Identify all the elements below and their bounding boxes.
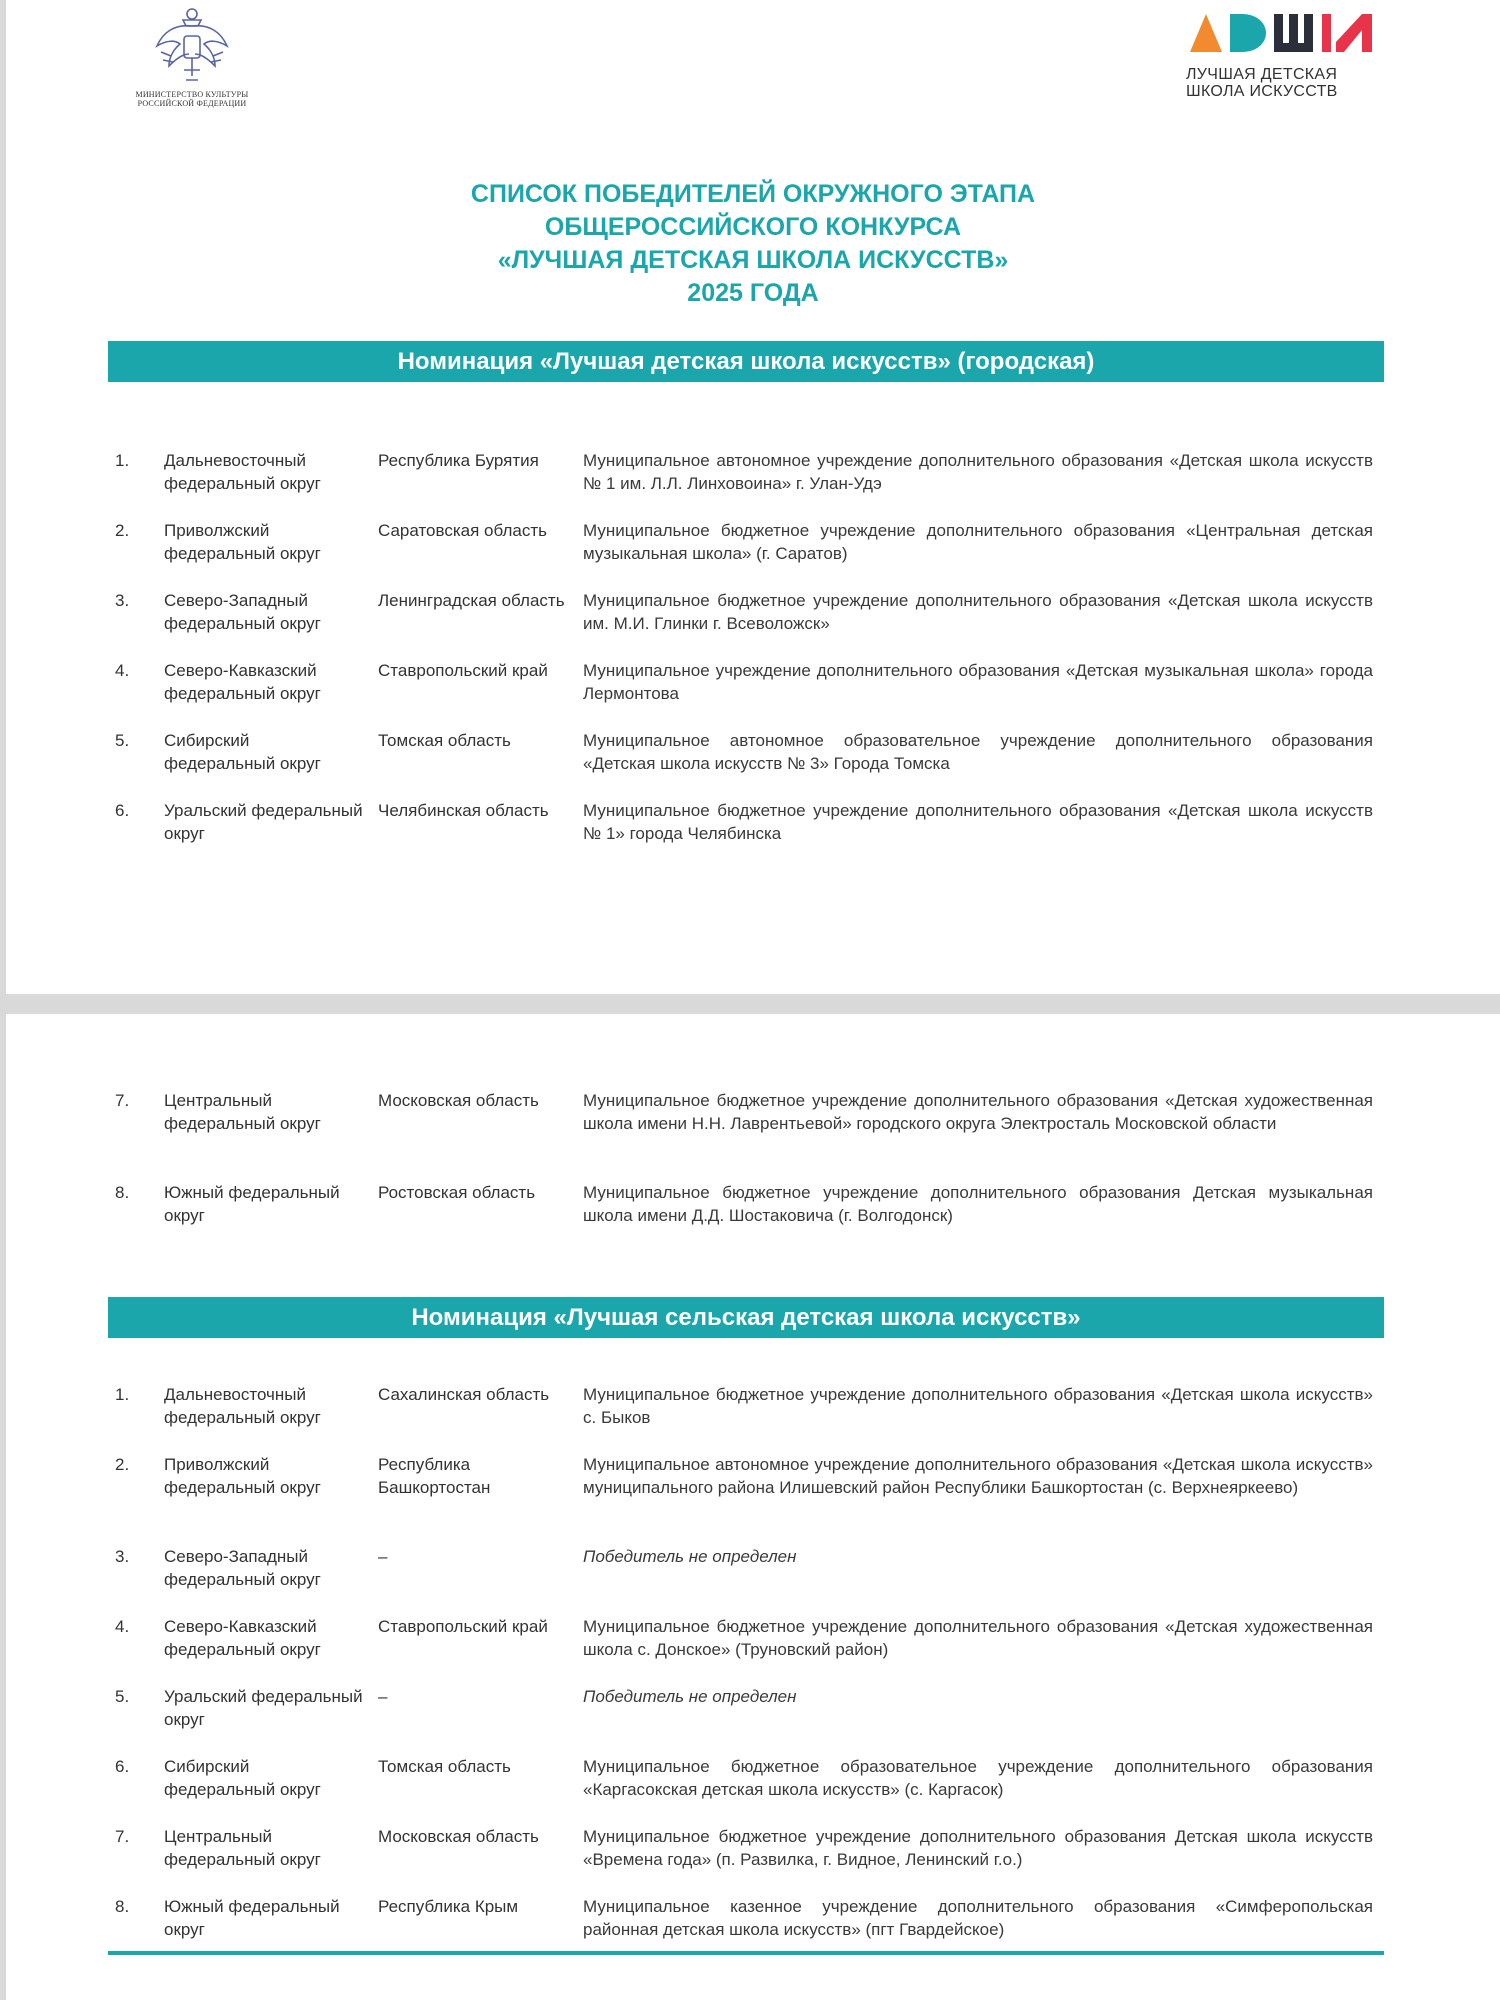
row-number: 3. [115, 1547, 130, 1566]
organization-not-determined: Победитель не определен [583, 1547, 797, 1566]
federal-district: Южный федеральный округ [164, 1897, 340, 1939]
federal-district: Северо-Западный федеральный округ [164, 1547, 321, 1589]
contest-brand-mark-icon [1186, 12, 1376, 54]
row-number: 7. [115, 1091, 130, 1110]
row-number: 5. [115, 1687, 130, 1706]
organization: Муниципальное бюджетное учреждение дополнительного образования «Детская школа искусств № 1» города Челябинска [583, 801, 1373, 843]
federal-district: Приволжский федеральный округ [164, 1455, 321, 1497]
organization: Муниципальное бюджетное учреждение дополнительного образования «Детская школа искусств» с. Быков [583, 1385, 1373, 1427]
organization: Муниципальное бюджетное учреждение дополнительного образования Детская музыкальная школа имени Д.Д. Шостаковича (г. Волгодонск) [583, 1183, 1373, 1225]
region: Ростовская область [378, 1183, 536, 1202]
federal-district: Северо-Западный федеральный округ [164, 591, 321, 633]
document-title-line2: ОБЩЕРОССИЙСКОГО КОНКУРСА [544, 213, 962, 241]
row-number: 6. [115, 801, 130, 820]
row-number: 4. [115, 661, 130, 680]
row-number: 1. [115, 451, 130, 470]
row-number: 2. [115, 1455, 130, 1474]
document-title [6, 178, 1500, 310]
region: Томская область [378, 731, 511, 750]
contest-logo-text [1186, 66, 1386, 100]
region: Республика Бурятия [378, 451, 539, 470]
double-headed-eagle-emblem-icon [153, 6, 231, 86]
organization: Муниципальное автономное учреждение дополнительного образования «Детская школа искусств № 1 им. Л.Л. Линховоина» г. Улан-Удэ [583, 451, 1373, 493]
region: Саратовская область [378, 521, 547, 540]
region: Ставропольский край [378, 1617, 548, 1636]
row-number: 1. [115, 1385, 130, 1404]
region: – [378, 1687, 388, 1706]
region: Ленинградская область [378, 591, 565, 610]
organization: Муниципальное бюджетное учреждение дополнительного образования «Детская художественная школа с. Донское» (Труновский район) [583, 1617, 1373, 1659]
contest-logo [1186, 12, 1386, 100]
region: – [378, 1547, 388, 1566]
document-title-line3: «ЛУЧШАЯ ДЕТСКАЯ ШКОЛА ИСКУССТВ» [497, 246, 1009, 274]
organization: Муниципальное автономное образовательное учреждение дополнительного образования «Детская школа искусств № 3» Города Томска [583, 731, 1373, 773]
federal-district: Приволжский федеральный округ [164, 521, 321, 563]
ministry-name-line2: РОССИЙСКОЙ ФЕДЕРАЦИИ [137, 99, 247, 108]
region: Московская область [378, 1827, 539, 1846]
organization: Муниципальное автономное учреждение дополнительного образования «Детская школа искусств» муниципального района Илишевский район Республики Башкортостан (с. Верхнеяркеево) [583, 1455, 1373, 1497]
federal-district: Сибирский федеральный округ [164, 1757, 321, 1799]
row-number: 8. [115, 1897, 130, 1916]
document-title-line4: 2025 ГОДА [687, 279, 819, 307]
document-title-line1: СПИСОК ПОБЕДИТЕЛЕЙ ОКРУЖНОГО ЭТАПА [470, 180, 1036, 208]
federal-district: Дальневосточный федеральный округ [164, 451, 321, 493]
bottom-divider [108, 1951, 1384, 1955]
document-page-1 [6, 0, 1500, 994]
row-number: 2. [115, 521, 130, 540]
federal-district: Дальневосточный федеральный округ [164, 1385, 321, 1427]
federal-district: Центральный федеральный округ [164, 1827, 321, 1869]
row-number: 3. [115, 591, 130, 610]
federal-district: Центральный федеральный округ [164, 1091, 321, 1133]
ministry-name-line1: МИНИСТЕРСТВО КУЛЬТУРЫ [135, 90, 249, 99]
row-number: 8. [115, 1183, 130, 1202]
ministry-logo [119, 6, 265, 108]
region: Московская область [378, 1091, 539, 1110]
row-number: 4. [115, 1617, 130, 1636]
organization: Муниципальное бюджетное учреждение дополнительного образования «Центральная детская музыкальная школа» (г. Саратов) [583, 521, 1373, 563]
document-page-2 [6, 1014, 1500, 2000]
federal-district: Уральский федеральный округ [164, 801, 363, 843]
row-number: 5. [115, 731, 130, 750]
region: Томская область [378, 1757, 511, 1776]
organization-not-determined: Победитель не определен [583, 1687, 797, 1706]
ministry-name [119, 90, 265, 108]
region: Челябинская область [378, 801, 549, 820]
federal-district: Северо-Кавказский федеральный округ [164, 1617, 321, 1659]
federal-district: Северо-Кавказский федеральный округ [164, 661, 321, 703]
region: Республика Башкортостан [378, 1455, 491, 1497]
region: Республика Крым [378, 1897, 519, 1916]
contest-logo-line2: ШКОЛА ИСКУССТВ [1186, 83, 1338, 100]
organization: Муниципальное учреждение дополнительного образования «Детская музыкальная школа» города Лермонтова [583, 661, 1373, 703]
contest-logo-line1: ЛУЧШАЯ ДЕТСКАЯ [1186, 66, 1338, 83]
nomination-rural-header: Номинация «Лучшая сельская детская школа искусств» [108, 1297, 1384, 1338]
row-number: 7. [115, 1827, 130, 1846]
organization: Муниципальное бюджетное учреждение дополнительного образования «Детская художественная школа имени Н.Н. Лаврентьевой» городского округа Электросталь Московской области [583, 1091, 1373, 1133]
organization: Муниципальное бюджетное образовательное учреждение дополнительного образования «Каргасокская детская школа искусств» (с. Каргасок) [583, 1757, 1373, 1799]
federal-district: Уральский федеральный округ [164, 1687, 363, 1729]
nomination-urban-header: Номинация «Лучшая детская школа искусств» (городская) [108, 341, 1384, 382]
row-number: 6. [115, 1757, 130, 1776]
organization: Муниципальное бюджетное учреждение дополнительного образования «Детская школа искусств им. М.И. Глинки г. Всеволожск» [583, 591, 1373, 633]
region: Ставропольский край [378, 661, 548, 680]
federal-district: Сибирский федеральный округ [164, 731, 321, 773]
organization: Муниципальное бюджетное учреждение дополнительного образования Детская школа искусств «Времена года» (п. Развилка, г. Видное, Ленинский г.о.) [583, 1827, 1373, 1869]
federal-district: Южный федеральный округ [164, 1183, 340, 1225]
region: Сахалинская область [378, 1385, 550, 1404]
organization: Муниципальное казенное учреждение дополнительного образования «Симферопольская районная детская школа искусств» (пгт Гвардейское) [583, 1897, 1373, 1939]
